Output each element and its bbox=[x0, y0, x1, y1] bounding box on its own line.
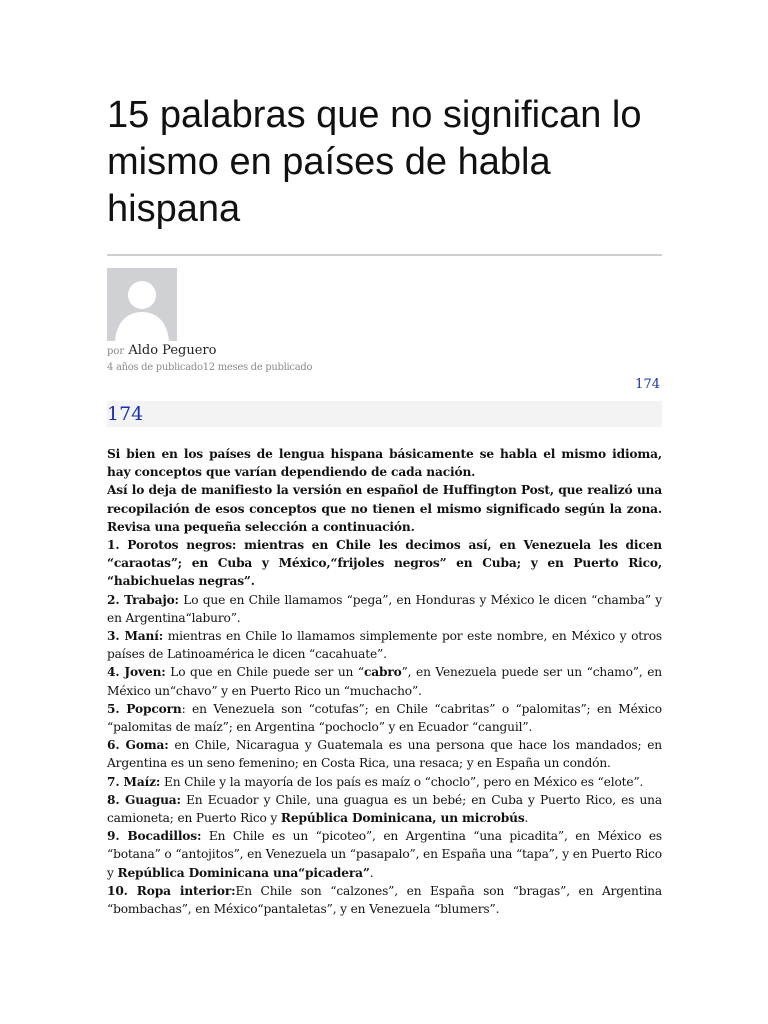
list-item bbox=[107, 700, 662, 736]
avatar[interactable] bbox=[107, 268, 177, 341]
item-label: 2. Trabajo: bbox=[107, 592, 179, 607]
item-emphasis: cabro bbox=[363, 665, 402, 680]
list-item bbox=[107, 736, 662, 772]
article-title: 15 palabras que no significan lo mismo en países de habla hispana bbox=[107, 94, 642, 230]
author-name[interactable]: Aldo Peguero bbox=[128, 343, 217, 358]
item-text: . bbox=[524, 811, 529, 826]
comment-count-large[interactable]: 174 bbox=[107, 403, 144, 425]
item-text: En Chile es un “picoteo”, en Argentina “una picadita”, en México es “botana” o “antojitos”, en Venezuela un “pasapalo”, en España una “tapa”, y en Puerto Rico y bbox=[107, 829, 662, 880]
published-meta: 4 años de publicado12 meses de publicado bbox=[107, 362, 313, 373]
item-text: : en Venezuela son “cotufas”; en Chile “cabritas” o “palomitas”; en México “palomitas de maíz”; en Argentina “pochoclo” y en Ecuador “canguil”. bbox=[107, 701, 662, 735]
item-label: 10. Ropa interior: bbox=[107, 883, 236, 898]
item-text: mientras en Chile les decimos así, en Venezuela les dicen “caraotas”; en Cuba y México,“frijoles negros” en Cuba; y en Puerto Rico, “habichuelas negras”. bbox=[107, 538, 662, 589]
item-label: 8. Guagua: bbox=[107, 792, 181, 807]
article-body bbox=[107, 445, 662, 918]
item-text: mientras en Chile lo llamamos simplemente por este nombre, en México y otros países de Latinoamérica le dicen “cacahuate”. bbox=[107, 629, 662, 662]
list-item bbox=[107, 536, 662, 591]
list-item bbox=[107, 773, 662, 791]
item-label: 6. Goma: bbox=[107, 738, 169, 753]
comment-count-small[interactable]: 174 bbox=[635, 377, 660, 392]
byline bbox=[107, 343, 216, 360]
item-text: Lo que en Chile llamamos “pega”, en Honduras y México le dicen “chamba” y en Argentina“laburo”. bbox=[107, 592, 662, 625]
default-user-icon bbox=[107, 268, 177, 341]
item-label: 3. Maní: bbox=[107, 629, 164, 644]
intro-paragraph: Si bien en los países de lengua hispana básicamente se habla el mismo idioma, hay conceptos que varían dependiendo de cada nación. bbox=[107, 447, 662, 480]
list-item bbox=[107, 827, 662, 882]
item-text: Lo que en Chile puede ser un “ bbox=[165, 665, 364, 680]
item-text: . bbox=[369, 865, 374, 880]
item-text: en Chile, Nicaragua y Guatemala es una persona que hace los mandados; en Argentina es un seno femenino; en Costa Rica, una resaca; y en España un condón. bbox=[107, 738, 662, 771]
title-divider bbox=[107, 254, 662, 256]
item-label: 9. Bocadillos: bbox=[107, 829, 202, 844]
item-text: En Chile y la mayoría de los país es maíz o “choclo”, pero en México es “elote”. bbox=[160, 774, 644, 789]
item-label: 5. Popcorn bbox=[107, 701, 182, 716]
list-item bbox=[107, 791, 662, 827]
intro-paragraph: Así lo deja de manifiesto la versión en español de Huffington Post, que realizó una recopilación de esos conceptos que no tienen el mismo significado según la zona. Revisa una pequeña selección a continuación. bbox=[107, 483, 662, 534]
item-text: ”, en Venezuela puede ser un “chamo”, en México un“chavo” y en Puerto Rico un “muchacho”. bbox=[107, 665, 662, 698]
list-item bbox=[107, 591, 662, 627]
item-text: En Ecuador y Chile, una guagua es un bebé; en Cuba y Puerto Rico, es una camioneta; en Puerto Rico y bbox=[107, 792, 662, 826]
item-label: 4. Joven: bbox=[107, 665, 166, 680]
item-label: 1. Porotos negros: bbox=[107, 538, 237, 553]
list-item bbox=[107, 882, 662, 918]
item-emphasis: República Dominicana una“picadera” bbox=[117, 865, 370, 880]
byline-prefix: por bbox=[107, 346, 125, 357]
item-emphasis: República Dominicana, un microbús bbox=[280, 811, 525, 826]
list-item bbox=[107, 627, 662, 663]
list-item bbox=[107, 663, 662, 699]
item-label: 7. Maíz: bbox=[107, 774, 161, 789]
item-text: En Chile son “calzones”, en España son “bragas”, en Argentina “bombachas”, en México“pantaletas”, y en Venezuela “blumers”. bbox=[107, 883, 663, 917]
comment-count-bar bbox=[107, 401, 662, 427]
